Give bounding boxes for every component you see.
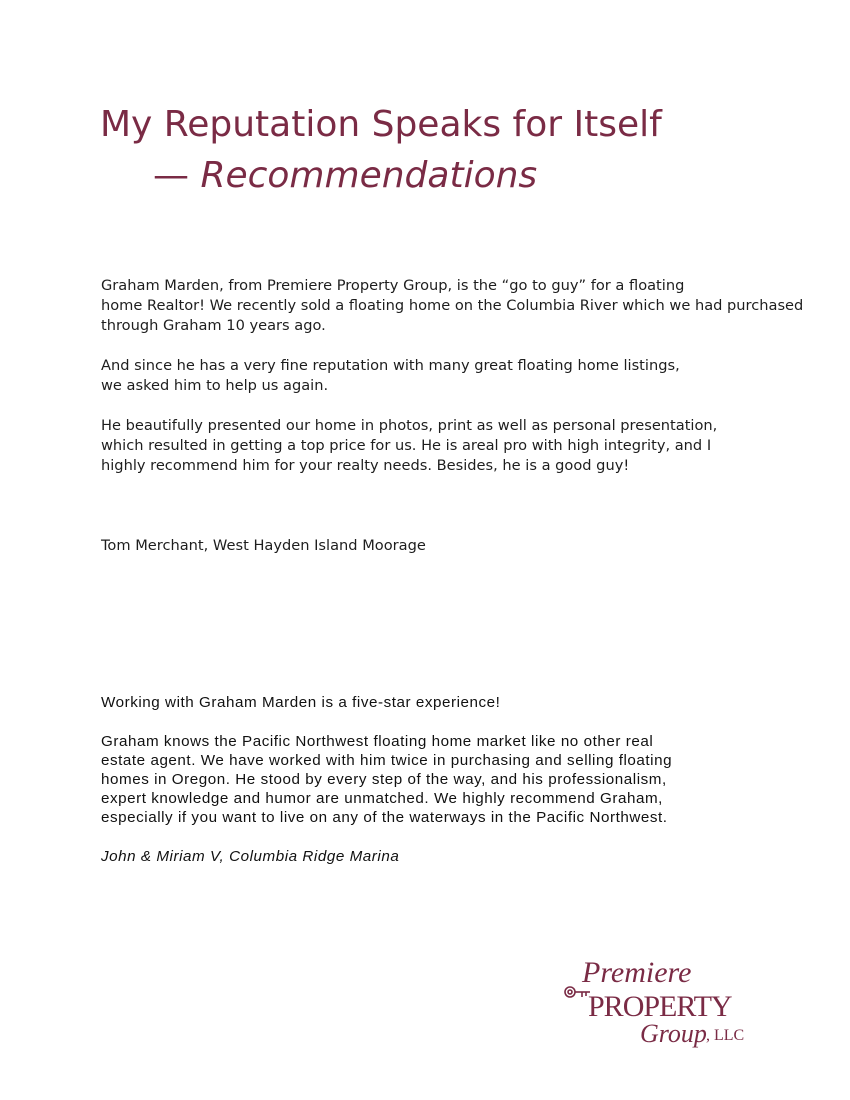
testimonial-2-line: Graham knows the Pacific Northwest floating home market like no other real [101, 733, 654, 750]
testimonial-1-line: which resulted in getting a top price for us. He is areal pro with high integrity, and I [101, 437, 712, 454]
testimonial-1-line: He beautifully presented our home in photos, print as well as personal presentation, [101, 417, 718, 434]
page-title-line1: My Reputation Speaks for Itself [100, 104, 662, 145]
testimonial-1-line: home Realtor! We recently sold a floating home on the Columbia River which we had purchased [101, 297, 804, 314]
testimonial-1-line: Graham Marden, from Premiere Property Group, is the “go to guy” for a floating [101, 277, 685, 294]
testimonial-2-line: homes in Oregon. He stood by every step of the way, and his professionalism, [101, 771, 667, 788]
testimonial-2-line: expert knowledge and humor are unmatched. We highly recommend Graham, [101, 790, 663, 807]
testimonial-2-author: John & Miriam V, Columbia Ridge Marina [101, 848, 400, 865]
testimonial-2-line: especially if you want to live on any of the waterways in the Pacific Northwest. [101, 809, 668, 826]
testimonial-1-line: we asked him to help us again. [101, 377, 329, 394]
title-recommendations: Recommendations [200, 155, 538, 196]
testimonial-1-line: through Graham 10 years ago. [101, 317, 326, 334]
company-logo [560, 952, 760, 1062]
testimonial-1-author: Tom Merchant, West Hayden Island Moorage [101, 537, 426, 554]
logo-group: Group [640, 1019, 707, 1048]
testimonial-1-line: And since he has a very fine reputation with many great floating home listings, [101, 357, 680, 374]
testimonial-2-line: estate agent. We have worked with him twice in purchasing and selling floating [101, 752, 673, 769]
page-title-line2 [153, 154, 537, 198]
logo-property: PROPERTY [588, 990, 732, 1023]
logo-premiere: Premiere [582, 956, 692, 989]
testimonial-2-headline: Working with Graham Marden is a five-star experience! [101, 694, 501, 711]
testimonial-1-line: highly recommend him for your realty needs. Besides, he is a good guy! [101, 457, 630, 474]
logo-llc: , LLC [706, 1027, 745, 1044]
title-dash: — [153, 155, 201, 196]
